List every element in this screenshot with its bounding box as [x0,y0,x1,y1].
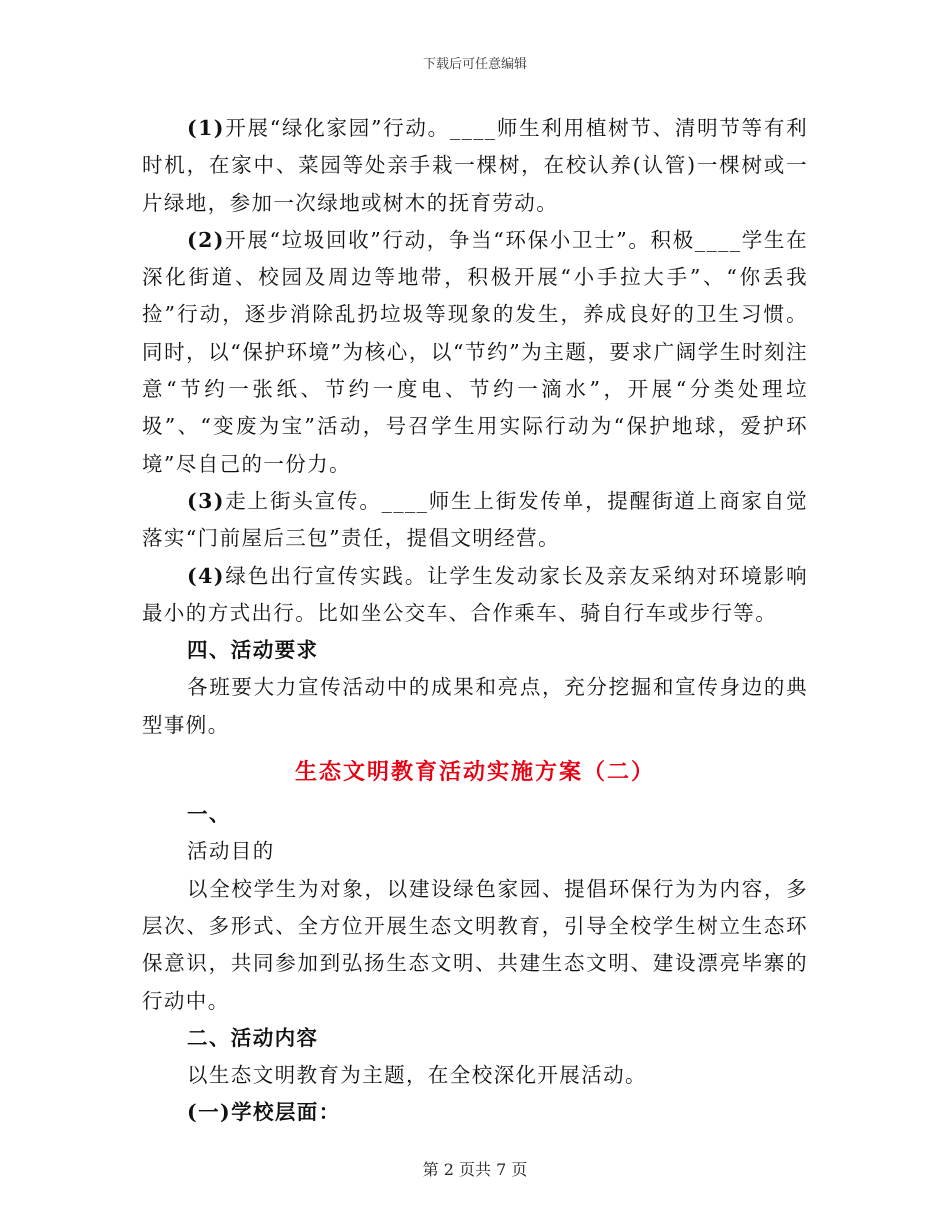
paragraph-text: 各班要大力宣传活动中的成果和亮点，充分挖掘和宣传身边的典 [187,675,808,700]
item-text: 开展“垃圾回收”行动，争当“环保小卫士”。积极____学生 [224,227,787,252]
item-text: 护环境”尽自己的一份力。 [142,414,808,476]
item-text: 我捡”行动，逐步消除乱扔垃圾等现象的发生，养成良好的卫生习惯。 [142,265,808,327]
item-text: 片绿地，参加一次绿地或树木的抚育劳动。 [142,190,559,215]
item-text: 时机，在家中、菜园等处亲手栽一棵树，在校认养(认管)一棵树或一 [142,153,808,178]
item-text: 走上街头宣传。____师生上街发传单，提醒街道上商家自觉落 [142,488,808,551]
section-heading-one: 一、 [187,802,231,827]
document-title: 生态文明教育活动实施方案（二） [294,759,655,786]
item-number: (1) [187,116,225,140]
document-body [142,110,808,1132]
item-text: 垃圾”、“变废为宝”活动，号召学生用实际行动为“保护地球，爱 [142,377,808,439]
item-text: 实“门前屋后三包”责任，提倡文明经营。 [163,526,560,551]
paragraph: 以生态文明教育为主题，在全校深化开展活动。 [187,1063,647,1088]
paragraph-text: 保意识，共同参加到弘扬生态文明、共建生态文明、建设漂亮毕寨的 [142,951,808,976]
item-text: 开展“绿化家园”行动。____师生利用植树节、清明节等有利 [224,116,808,140]
page-footer: 第 2 页共 7 页 [422,1160,528,1179]
item-number: (4) [187,563,225,588]
list-item-1 [142,110,808,222]
paragraph-text: 层次、多形式、全方位开展生态文明教育，引导全校学生树立生态环 [142,913,808,938]
paragraph-text: 以全校学生为对象，以建设绿色家园、提倡环保行为为内容，多 [187,876,808,901]
paragraph [142,669,808,744]
section-subheading-purpose: 活动目的 [187,839,275,864]
paragraph [142,871,808,1020]
page-header: 下载后可任意编辑 [422,57,527,72]
paragraph-text: 行动中。 [142,988,230,1013]
list-item-2 [142,222,808,483]
item-text: 在深化街道、校园及周边等地带，积极开展“小手拉大手”、“你丢 [142,227,808,290]
item-text: 绿色出行宣传实践。让学生发动家长及亲友采纳对环境影响最 [142,563,808,625]
item-number: (3) [187,488,225,513]
item-number: (2) [187,227,225,252]
section-heading-requirements: 四、活动要求 [187,638,319,663]
list-item-3 [142,483,808,558]
paragraph-text: 型事例。 [142,712,230,737]
list-item-4 [142,558,808,633]
subsection-heading-school: (一)学校层面： [187,1100,341,1125]
item-text: 小的方式出行。比如坐公交车、合作乘车、骑自行车或步行等。 [163,600,778,625]
item-text: 刻注意“节约一张纸、节约一度电、节约一滴水”，开展“分类处理 [142,339,808,402]
section-heading-content: 二、活动内容 [187,1025,319,1050]
item-text: 同时，以“保护环境”为核心，以“节约”为主题，要求广阔学生时 [142,339,765,364]
